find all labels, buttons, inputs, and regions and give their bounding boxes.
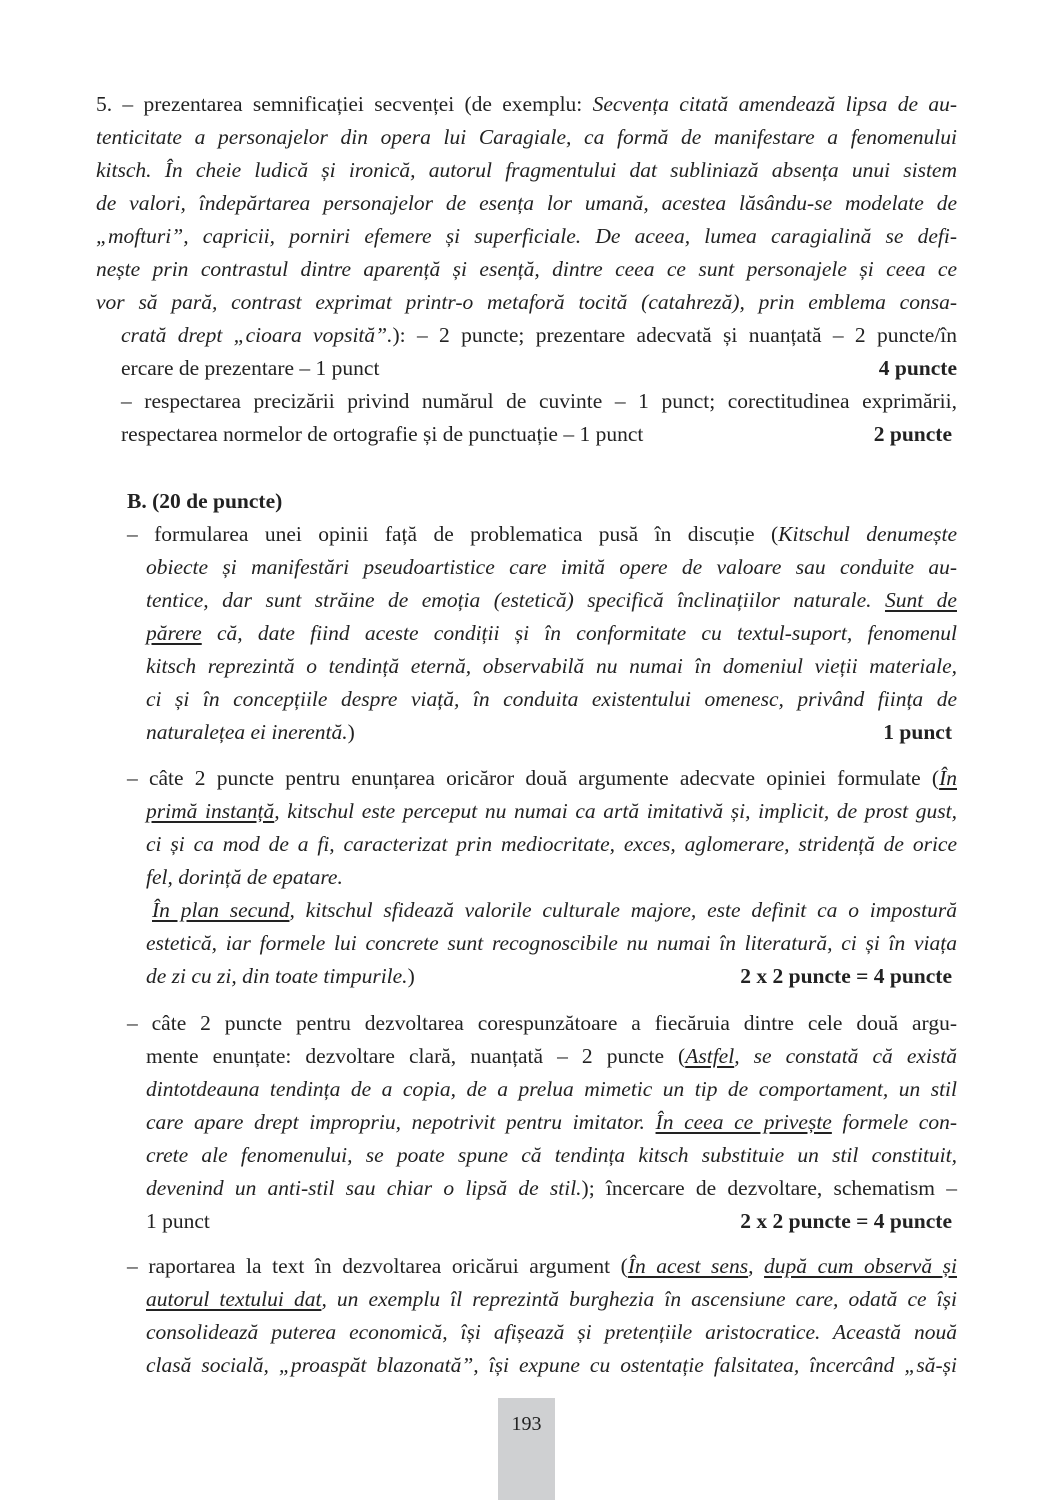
text-line: kitsch reprezintă o tendință eternă, observabilă nu numai în domeniul vieții materiale, bbox=[146, 654, 957, 678]
text-line: crete ale fenomenului, se poate spune că tendința kitsch substituie un stil constituit, bbox=[146, 1143, 957, 1167]
text-line: autorul textului dat, un exemplu îl reprezintă burghezia în ascensiune care, odată ce își bbox=[146, 1287, 957, 1311]
text-line: naturalețea ei inerentă.) 1 punct bbox=[146, 716, 952, 749]
text-line: În plan secund, kitschul sfidează valorile culturale majore, este definit ca o impostură bbox=[152, 898, 957, 922]
section-b-item-3 bbox=[127, 1007, 957, 1238]
text-line: ci și în concepțiile despre viață, în conduita existentului omenesc, privând ființa de bbox=[146, 687, 957, 711]
text-line: nește prin contrastul dintre aparență și esență, dintre ceea ce sunt personajele și ceea ce bbox=[96, 257, 957, 281]
section-b-heading: B. (20 de puncte) bbox=[127, 489, 283, 513]
text-line: 5. – prezentarea semnificației secvenței (de exemplu: Secvența citată amendează lipsa de au- bbox=[96, 92, 958, 116]
item-5 bbox=[96, 88, 957, 451]
text-line: de valori, îndepărtarea personajelor de esența lor umană, acestea lăsându-se modelate de bbox=[96, 191, 957, 215]
score-label: 4 puncte bbox=[878, 356, 957, 380]
text-line: respectarea normelor de ortografie și de punctuație – 1 punct 2 puncte bbox=[121, 418, 952, 451]
text-line: care apare drept impropriu, nepotrivit pentru imitator. În ceea ce privește formele con- bbox=[146, 1110, 957, 1134]
text-line: devenind un anti-stil sau chiar o lipsă de stil.); încercare de dezvoltare, schematism – bbox=[146, 1176, 957, 1200]
page-number: 193 bbox=[511, 1413, 542, 1435]
text-line: ercare de prezentare – 1 punct 4 puncte bbox=[121, 352, 957, 385]
text-line: – formularea unei opinii față de problematica pusă în discuție (Kitschul denumește bbox=[127, 522, 957, 546]
score-label: 2 x 2 puncte = 4 puncte bbox=[740, 1209, 952, 1233]
text-line: obiecte și manifestări pseudoartistice care imită opere de valoare sau conduite au- bbox=[146, 555, 957, 579]
text-line: ci și ca mod de a fi, caracterizat prin mediocritate, exces, aglomerare, stridență de orice bbox=[146, 832, 957, 856]
text-line: 1 punct 2 x 2 puncte = 4 puncte bbox=[146, 1205, 952, 1238]
section-b-item-1 bbox=[127, 518, 957, 749]
text-line: „mofturi”, capricii, porniri efemere și superficiale. De aceea, lumea caragialină se defi- bbox=[96, 224, 957, 248]
text-line: estetică, iar formele lui concrete sunt recognoscibile nu numai în literatură, ci și în viața bbox=[146, 931, 957, 955]
page-number-tab bbox=[498, 1398, 555, 1500]
score-label: 1 punct bbox=[883, 720, 952, 744]
text-line: vor să pară, contrast exprimat printr-o metaforă tocită (catahreză), prin emblema consa- bbox=[96, 290, 957, 314]
text-line: consolidează puterea economică, își afișează și pretențiile aristocratice. Această nouă bbox=[146, 1320, 957, 1344]
text-line: dintotdeauna tendința de a copia, de a prelua mimetic un tip de comportament, un stil bbox=[146, 1077, 957, 1101]
text-line: clasă socială, „proaspăt blazonată”, își expune cu ostentație falsitatea, încercând „să-și bbox=[146, 1353, 957, 1377]
text-line: primă instanță, kitschul este perceput nu numai ca artă imitativă și, implicit, de prost gust, bbox=[146, 799, 957, 823]
score-label: 2 puncte bbox=[873, 422, 952, 446]
section-b-item-2 bbox=[127, 762, 957, 993]
text-line: mente enunțate: dezvoltare clară, nuanțată – 2 puncte (Astfel, se constată că există bbox=[146, 1044, 957, 1068]
section-b-item-4 bbox=[127, 1250, 957, 1382]
text-line: – raportarea la text în dezvoltarea oricărui argument (În acest sens, după cum observă și bbox=[127, 1254, 957, 1278]
text-line: crată drept „cioara vopsită”.): – 2 puncte; prezentare adecvată și nuanțată – 2 puncte/în bbox=[121, 323, 958, 347]
text-line: părere că, date fiind aceste condiții și în conformitate cu textul-suport, fenomenul bbox=[146, 621, 957, 645]
score-label: 2 x 2 puncte = 4 puncte bbox=[740, 964, 952, 988]
text-line: de zi cu zi, din toate timpurile.) 2 x 2 puncte = 4 puncte bbox=[146, 960, 952, 993]
text-line: – câte 2 puncte pentru dezvoltarea corespunzătoare a fiecăruia dintre cele două argu- bbox=[127, 1011, 957, 1035]
text-line: tenticitate a personajelor din opera lui Caragiale, ca formă de manifestare a fenomenului bbox=[96, 125, 957, 149]
text-line: – respectarea precizării privind numărul de cuvinte – 1 punct; corectitudinea exprimării, bbox=[121, 389, 957, 413]
text-line: kitsch. În cheie ludică și ironică, autorul fragmentului dat subliniază absența unui sistem bbox=[96, 158, 957, 182]
text-line: fel, dorință de epatare. bbox=[146, 865, 343, 889]
text-line: tentice, dar sunt străine de emoția (estetică) specifică înclinațiilor naturale. Sunt de bbox=[146, 588, 957, 612]
text-line: – câte 2 puncte pentru enunțarea oricăror două argumente adecvate opiniei formulate (În bbox=[127, 766, 957, 790]
